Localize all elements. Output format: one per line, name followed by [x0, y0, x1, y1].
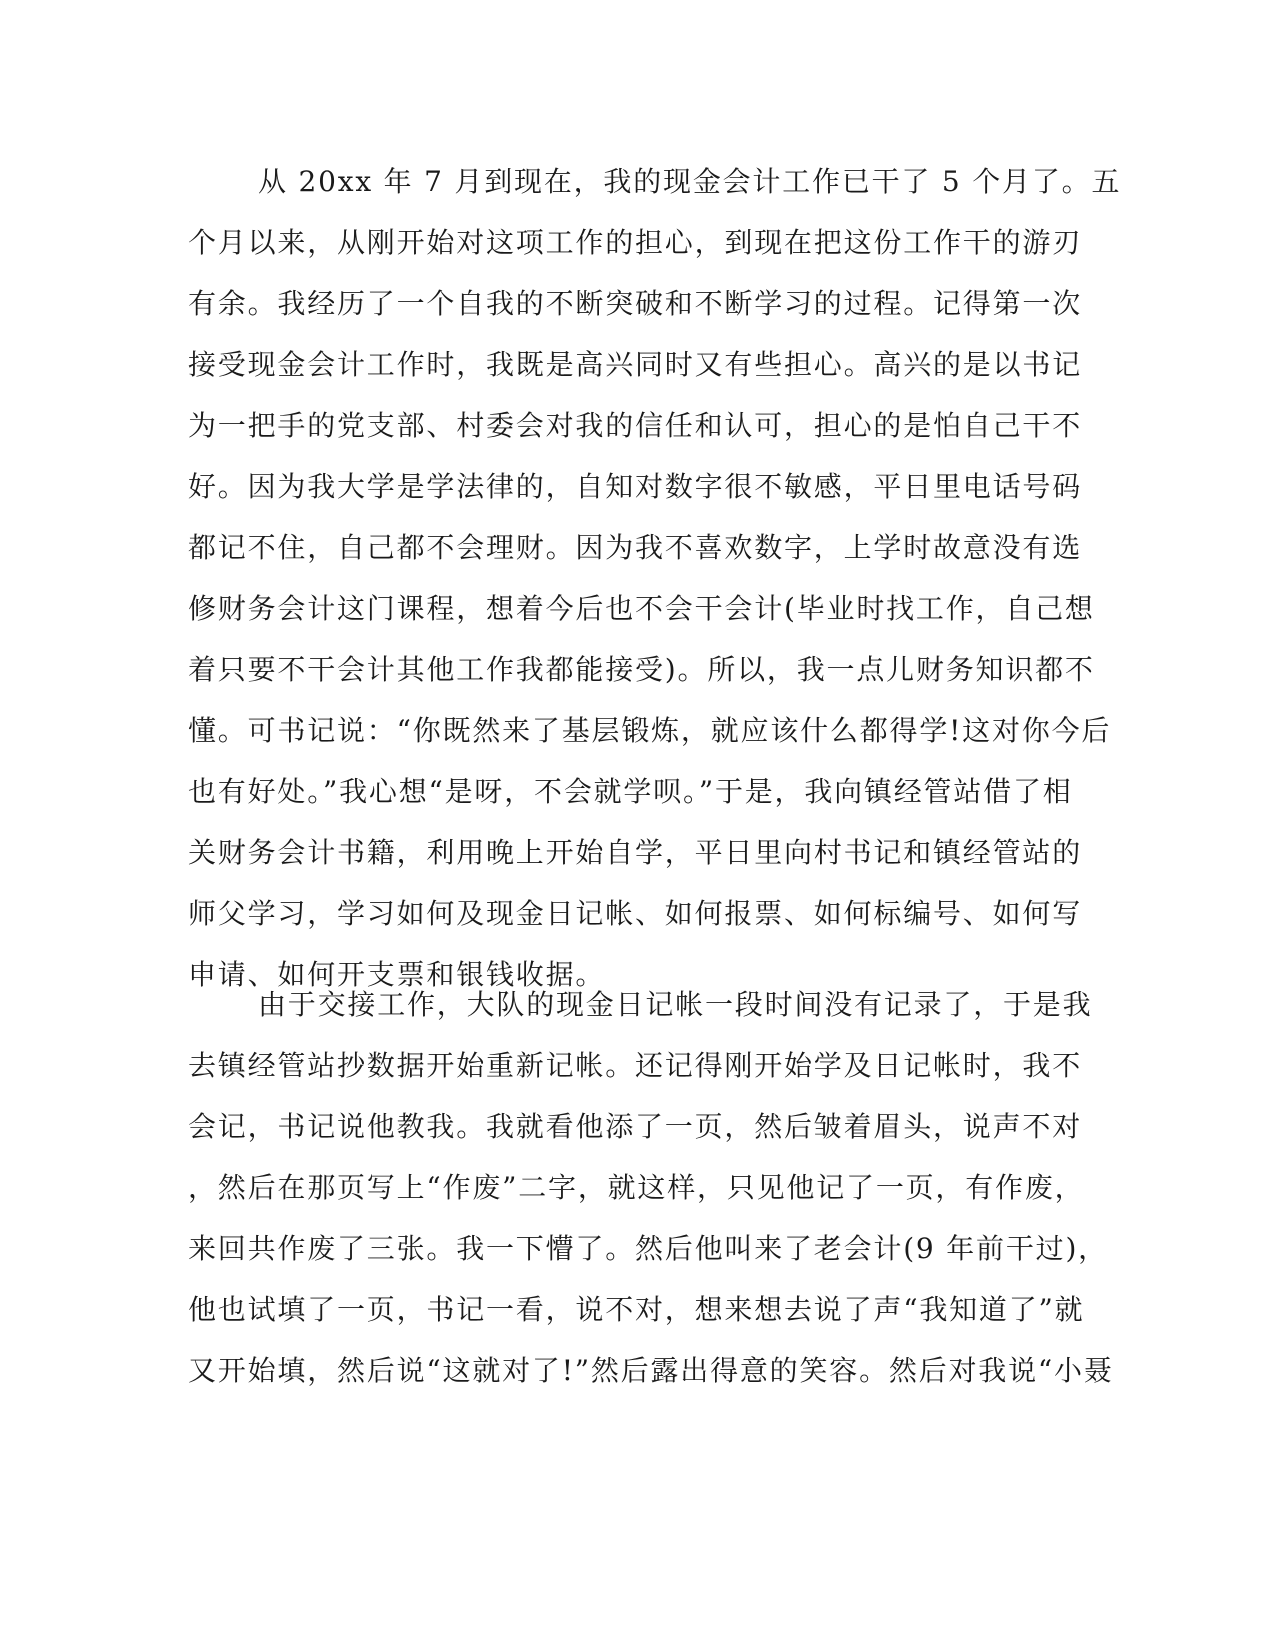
text-line: 来回共作废了三张。我一下懵了。然后他叫来了老会计(9 年前干过)， [188, 1232, 1108, 1265]
text-line: 着只要不干会计其他工作我都能接受)。所以，我一点儿财务知识都不 [188, 653, 1095, 686]
text-line: 关财务会计书籍，利用晚上开始自学，平日里向村书记和镇经管站的 [188, 836, 1083, 869]
text-line: 个月以来，从刚开始对这项工作的担心，到现在把这份工作干的游刃 [188, 226, 1083, 259]
text-line: 他也试填了一页，书记一看，说不对，想来想去说了声“我知道了”就 [188, 1293, 1085, 1326]
text-line: 都记不住，自己都不会理财。因为我不喜欢数字，上学时故意没有选 [188, 531, 1083, 564]
text-line: 好。因为我大学是学法律的，自知对数字很不敏感，平日里电话号码 [188, 470, 1083, 503]
text-line: 接受现金会计工作时，我既是高兴同时又有些担心。高兴的是以书记 [188, 348, 1083, 381]
text-line: 从 20xx 年 7 月到现在，我的现金会计工作已干了 5 个月了。五 [258, 165, 1122, 198]
text-line: 为一把手的党支部、村委会对我的信任和认可，担心的是怕自己干不 [188, 409, 1083, 442]
text-line: 修财务会计这门课程，想着今后也不会干会计(毕业时找工作，自己想 [188, 592, 1095, 625]
text-line: ，然后在那页写上“作废”二字，就这样，只见他记了一页，有作废， [188, 1171, 1085, 1204]
text-line: 也有好处。”我心想“是呀，不会就学呗。”于是，我向镇经管站借了相 [188, 775, 1073, 808]
text-line: 有余。我经历了一个自我的不断突破和不断学习的过程。记得第一次 [188, 287, 1083, 320]
text-line: 会记，书记说他教我。我就看他添了一页，然后皱着眉头，说声不对 [188, 1110, 1083, 1143]
text-line: 去镇经管站抄数据开始重新记帐。还记得刚开始学及日记帐时，我不 [188, 1049, 1083, 1082]
text-line: 又开始填，然后说“这就对了!”然后露出得意的笑容。然后对我说“小聂 [188, 1354, 1114, 1387]
text-line: 由于交接工作，大队的现金日记帐一段时间没有记录了，于是我 [258, 988, 1093, 1021]
text-line: 懂。可书记说：“你既然来了基层锻炼，就应该什么都得学!这对你今后 [188, 714, 1112, 747]
paragraph-1 [188, 151, 1122, 1005]
text-line: 师父学习，学习如何及现金日记帐、如何报票、如何标编号、如何写 [188, 897, 1083, 930]
paragraph-2 [188, 974, 1114, 1401]
text-line: 申请、如何开支票和银钱收据。 [188, 958, 606, 991]
